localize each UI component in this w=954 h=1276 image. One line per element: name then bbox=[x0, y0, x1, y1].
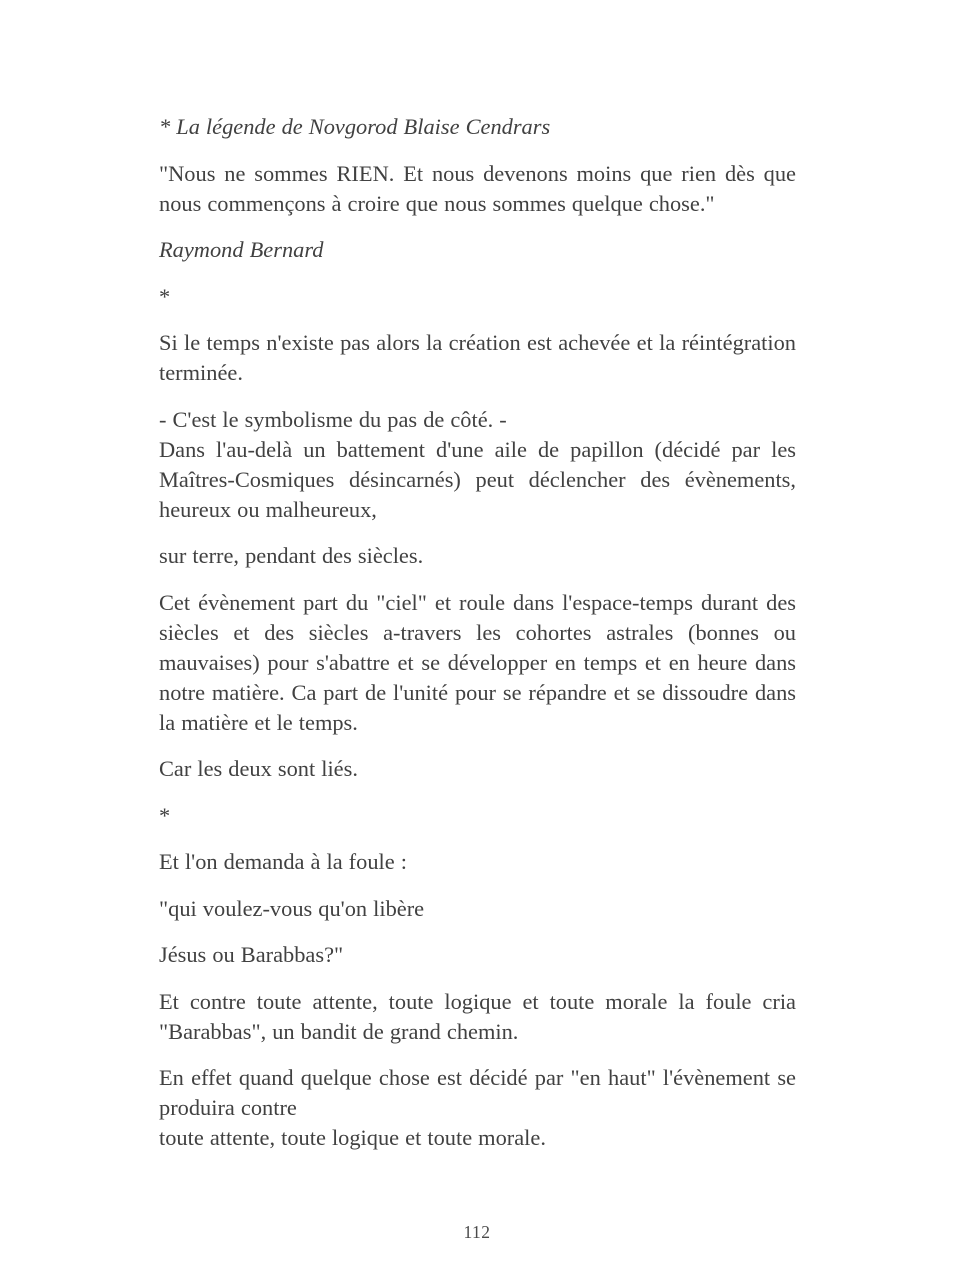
paragraph: * La légende de Novgorod Blaise Cendrars bbox=[159, 114, 551, 139]
page-footer bbox=[0, 1221, 954, 1243]
paragraph: Cet évènement part du "ciel" et roule dans l'espace-temps durant des siècles et des siècles a-travers les cohortes astrales (bonnes ou mauvaises) pour s'abattre et se développer en temps et en heure dans notre matière. Ca part de l'unité pour se répandre et se dissoudre dans la matière et le temps. bbox=[159, 589, 796, 735]
paragraph: - C'est le symbolisme du pas de côté. - Dans l'au-delà un battement d'une aile de papillon (décidé par les Maîtres-Cosmiques désincarnés) peut déclencher des évènements, heureux ou malheureux, bbox=[159, 406, 796, 522]
paragraph: Et l'on demanda à la foule : bbox=[159, 849, 407, 874]
paragraph: * bbox=[159, 802, 171, 828]
paragraph: Raymond Bernard bbox=[159, 237, 324, 262]
paragraph: * bbox=[159, 283, 171, 309]
paragraph: "Nous ne sommes RIEN. Et nous devenons moins que rien dès que nous commençons à croire que nous sommes quelque chose." bbox=[159, 160, 796, 216]
page-number: 112 bbox=[463, 1222, 491, 1242]
paragraph: Jésus ou Barabbas?" bbox=[159, 942, 344, 967]
paragraph: Et contre toute attente, toute logique et toute morale la foule cria "Barabbas", un bandit de grand chemin. bbox=[159, 988, 796, 1044]
paragraph: Car les deux sont liés. bbox=[159, 756, 358, 781]
paragraph: En effet quand quelque chose est décidé par "en haut" l'évènement se produira contre toute attente, toute logique et toute morale. bbox=[159, 1065, 796, 1150]
paragraph: sur terre, pendant des siècles. bbox=[159, 543, 424, 568]
paragraph: Si le temps n'existe pas alors la création est achevée et la réintégration terminée. bbox=[159, 330, 796, 385]
document-body bbox=[159, 112, 796, 1170]
paragraph: "qui voulez-vous qu'on libère bbox=[159, 895, 425, 921]
